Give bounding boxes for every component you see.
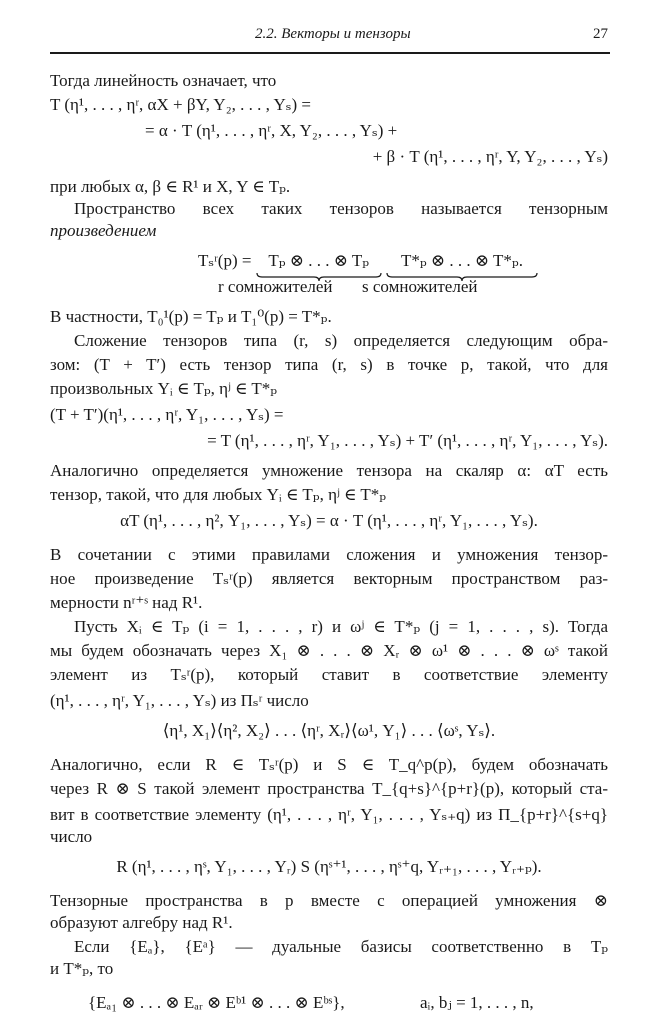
formula-line: + β · T (η¹, . . . , ηʳ, Y, Y₂, . . . , Yₛ) <box>372 147 608 166</box>
text-line: Аналогично определяется умножение тензора на скаляр α: αT есть <box>50 461 608 480</box>
text-line: и T*ₚ, то <box>50 959 114 978</box>
formula-line: aᵢ, bⱼ = 1, . . . , n, <box>420 993 534 1012</box>
text-line: вит в соответствие элементу (η¹, . . . , ηʳ, Y₁, . . . , Yₛ₊q) из Π_{p+r}^{s+q} <box>50 805 608 824</box>
brace-label: s сомножителей <box>362 277 478 296</box>
text-line: (η¹, . . . , ηʳ, Y₁, . . . , Yₛ) из Πₛʳ число <box>50 691 309 710</box>
formula-line: = T (η¹, . . . , ηʳ, Y₁, . . . , Yₛ) + T′ (η¹, . . . , ηʳ, Y₁, . . . , Yₛ). <box>207 431 608 450</box>
formula-line: αT (η¹, . . . , η², Y₁, . . . , Yₛ) = α · T (η¹, . . . , ηʳ, Y₁, . . . , Yₛ). <box>120 511 538 530</box>
text-line: произведением <box>50 221 157 240</box>
text-line: Пространство всех таких тензоров называется тензорным <box>74 199 608 218</box>
text-line: образуют алгебру над R¹. <box>50 913 233 932</box>
text-line: Тогда линейность означает, что <box>50 71 277 90</box>
text-line: ное произведение Tₛʳ(p) является векторным пространством раз- <box>50 569 608 588</box>
formula-line: T (η¹, . . . , ηʳ, αX + βY, Y₂, . . . , Yₛ) = <box>50 95 312 114</box>
header-rule <box>50 52 610 54</box>
text-line: мерности nʳ⁺ˢ над R¹. <box>50 593 203 612</box>
brace-label: r сомножителей <box>218 277 333 296</box>
text-line: В сочетании с этими правилами сложения и умножения тензор- <box>50 545 608 564</box>
text-line: число <box>50 827 93 846</box>
text-line: Аналогично, если R ∈ Tₛʳ(p) и S ∈ T_q^p(p), будем обозначать <box>50 755 608 774</box>
text-line: Если {Eₐ}, {Eᵃ} — дуальные базисы соответственно в Tₚ <box>74 937 608 956</box>
formula-line: R (η¹, . . . , ηˢ, Y₁, . . . , Yᵣ) S (ηˢ⁺¹, . . . , ηˢ⁺q, Yᵣ₊₁, . . . , Yᵣ₊ₚ). <box>116 857 542 876</box>
brace-content: T*ₚ ⊗ . . . ⊗ T*ₚ. <box>400 251 523 270</box>
formula-lhs: Tₛʳ(p) = <box>198 251 252 270</box>
section-title: 2.2. Векторы и тензоры <box>255 26 411 42</box>
formula-line: (T + T′)(η¹, . . . , ηʳ, Y₁, . . . , Yₛ) = <box>50 405 284 424</box>
page-number: 27 <box>593 26 608 42</box>
text-line: Сложение тензоров типа (r, s) определяется следующим обра- <box>74 331 608 350</box>
text-line: тензор, такой, что для любых Yᵢ ∈ Tₚ, ηʲ ∈ T*ₚ <box>50 485 387 504</box>
text-line: зом: (T + T′) есть тензор типа (r, s) в точке p, такой, что для <box>50 355 608 374</box>
text-line: мы будем обозначать через X₁ ⊗ . . . ⊗ Xᵣ ⊗ ω¹ ⊗ . . . ⊗ ωˢ такой <box>50 641 608 660</box>
text-line: Пусть Xᵢ ∈ Tₚ (i = 1, . . . , r) и ωʲ ∈ T*ₚ (j = 1, . . . , s). Тогда <box>74 617 608 636</box>
text-line: при любых α, β ∈ R¹ и X, Y ∈ Tₚ. <box>50 177 291 196</box>
text-line: через R ⊗ S такой элемент пространства T_{q+s}^{p+r}(p), который ста- <box>50 779 608 798</box>
formula-line: {Eₐ₁ ⊗ . . . ⊗ Eₐᵣ ⊗ Eᵇ¹ ⊗ . . . ⊗ Eᵇˢ}, <box>88 993 345 1012</box>
running-header <box>50 22 610 50</box>
text-line: элемент из Tₛʳ(p), который ставит в соответствие элементу <box>50 665 608 684</box>
text-line: Тензорные пространства в p вместе с операцией умножения ⊗ <box>50 891 608 910</box>
brace-content: Tₚ ⊗ . . . ⊗ Tₚ <box>268 251 370 270</box>
formula-line: = α · T (η¹, . . . , ηʳ, X, Y₂, . . . , Yₛ) + <box>145 121 398 140</box>
text-line: произвольных Yᵢ ∈ Tₚ, ηʲ ∈ T*ₚ <box>50 379 278 398</box>
text-line: В частности, T₀¹(p) = Tₚ и T₁⁰(p) = T*ₚ. <box>50 307 332 326</box>
formula-line: ⟨η¹, X₁⟩⟨η², X₂⟩ . . . ⟨ηʳ, Xᵣ⟩⟨ω¹, Y₁⟩ . . . ⟨ωˢ, Yₛ⟩. <box>162 721 496 740</box>
